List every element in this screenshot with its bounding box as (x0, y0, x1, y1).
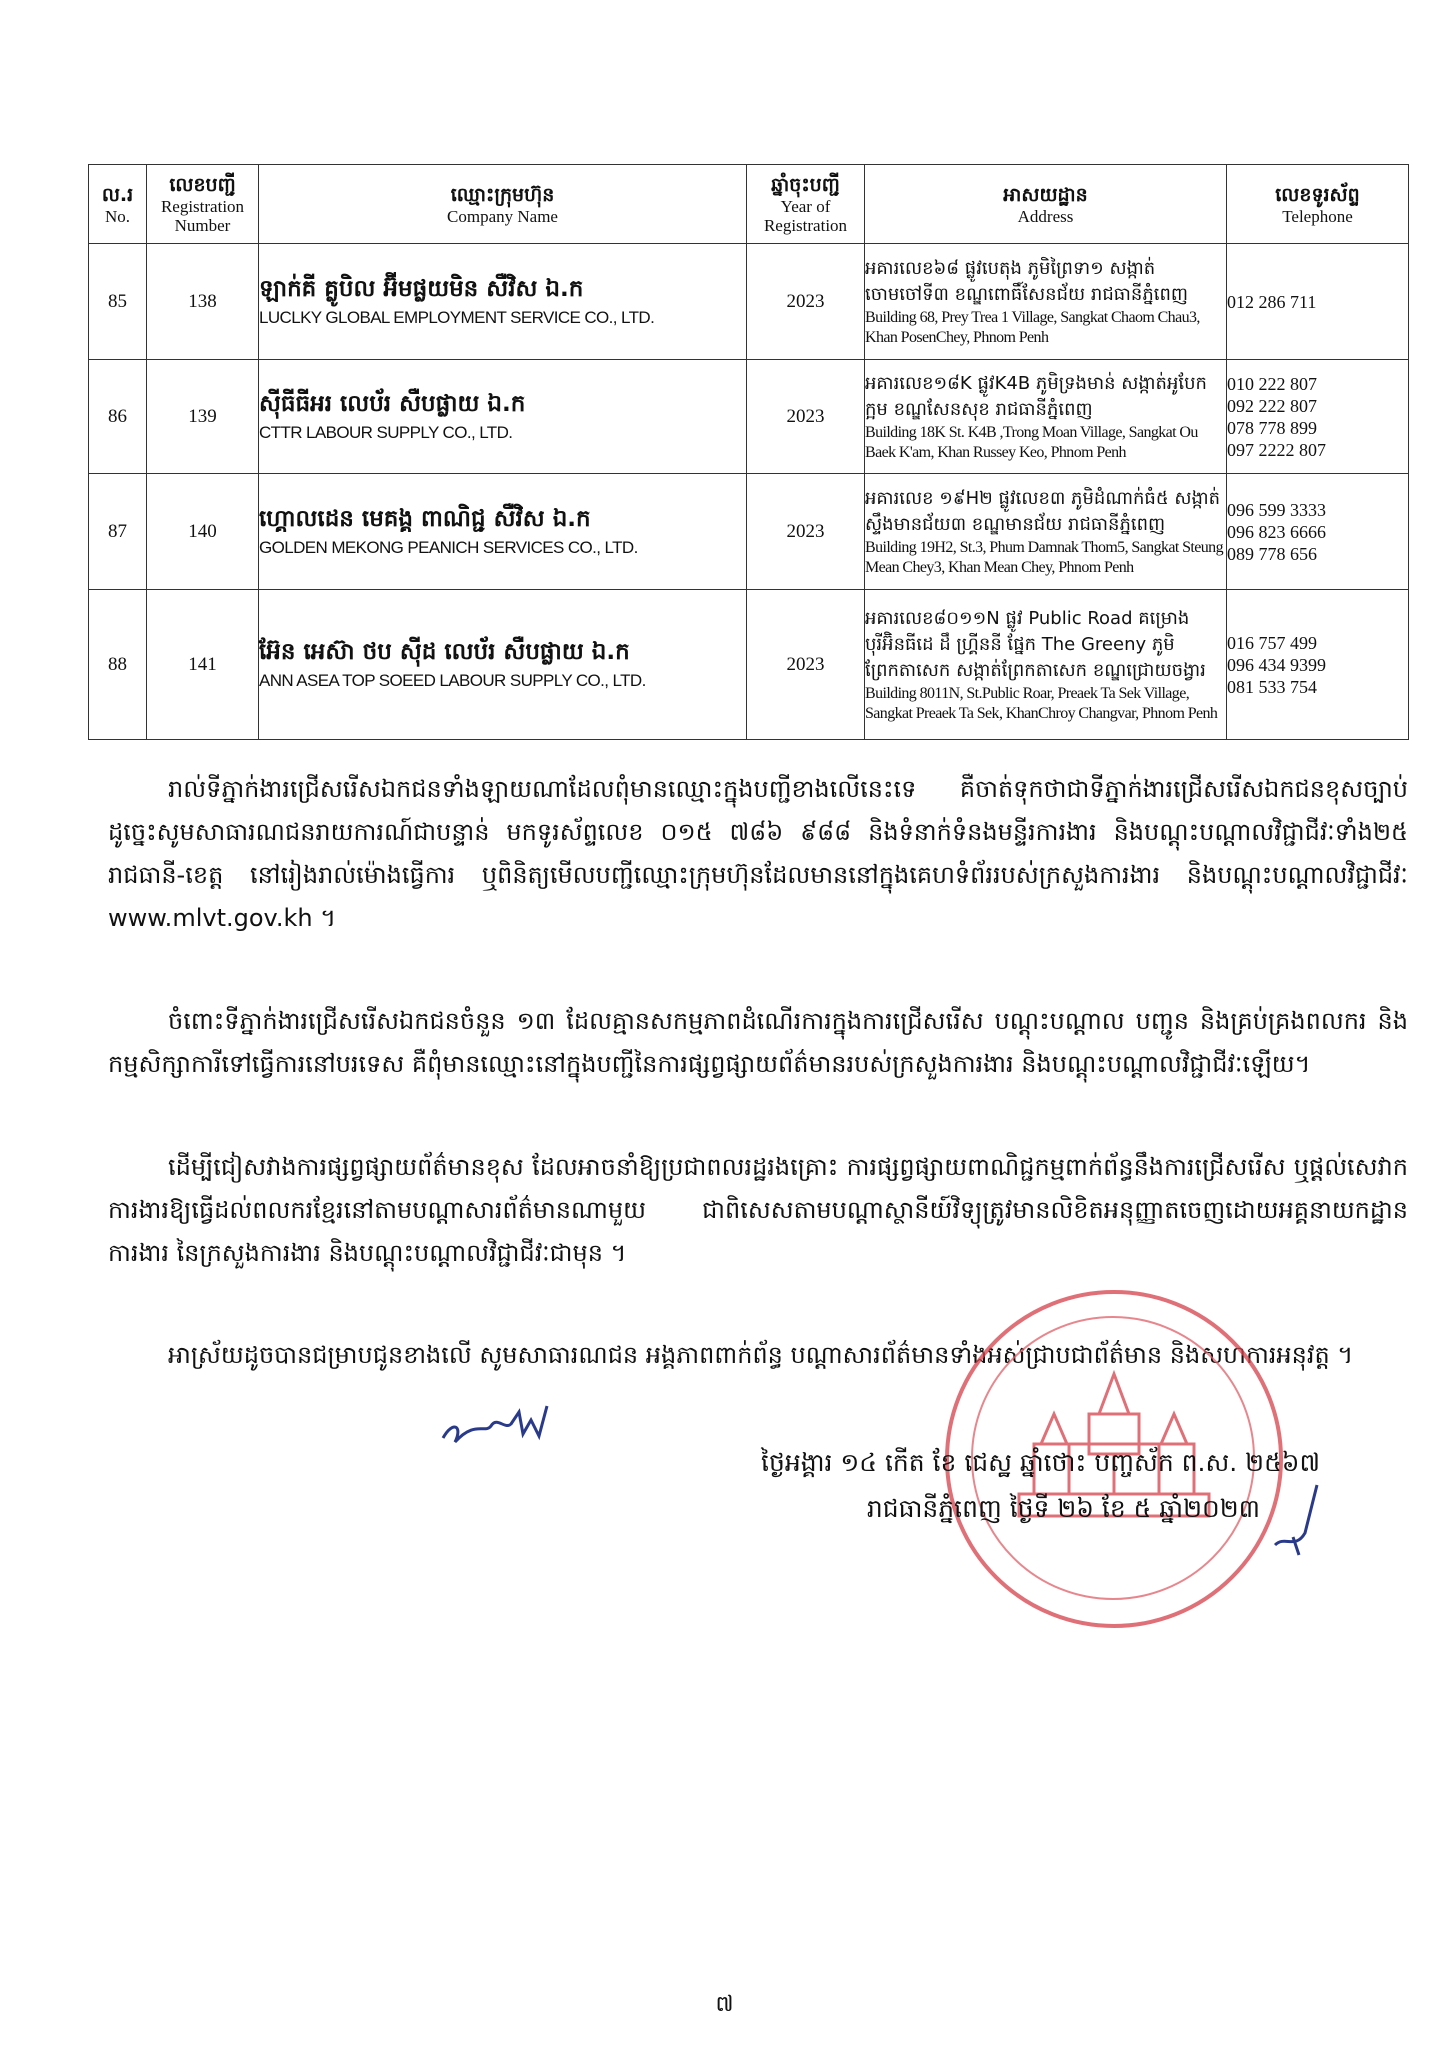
row-year: 2023 (747, 360, 865, 474)
row-year: 2023 (747, 590, 865, 740)
row-address (865, 590, 1227, 740)
row-telephone (1227, 244, 1409, 360)
row-reg: 138 (147, 244, 259, 360)
address-km: អគារលេខ ១៩H២ ផ្លូវលេខ៣ ភូមិដំណាក់ធំ៥ សង្កាត់ស្ទឹងមានជ័យ៣ ខណ្ឌមានជ័យ រាជធានីភ្នំពេញ (865, 487, 1221, 535)
phone-number: 081 533 754 (1227, 676, 1317, 697)
address-en: Building 18K St. K4B ,Trong Moan Village, Sangkat Ou Baek K'am, Khan Russey Keo, Phnom Penh (865, 423, 1198, 461)
company-name-en: ANN ASEA TOP SOEED LABOUR SUPPLY CO., LTD. (259, 670, 646, 690)
row-company (259, 244, 747, 360)
header-registration-number: លេខបញ្ជី Registration Number (147, 165, 259, 244)
lunar-date: ថ្ងៃអង្គារ ១៤ កើត ខែ ជេស្ឋ ឆ្នាំថោះ បញ្ចស័ក ព.ស. ២៥៦៧ (761, 1448, 1320, 1477)
row-no: 85 (89, 244, 147, 360)
phone-number: 092 222 807 (1227, 395, 1317, 416)
row-reg: 139 (147, 360, 259, 474)
paragraph-closing: អាស្រ័យដូចបានជម្រាបជូនខាងលើ សូមសាធារណជន អង្គភាពពាក់ព័ន្ធ បណ្តាសារព័ត៌មានទាំងអស់ជ្រាបជាព័ត៌មាន និងសហការអនុវត្ត ។ (168, 1341, 1354, 1369)
registration-table (88, 164, 1409, 740)
phone-number: 012 286 711 (1227, 291, 1317, 312)
row-address (865, 244, 1227, 360)
address-en: Building 68, Prey Trea 1 Village, Sangkat Chaom Chau3, Khan PosenChey, Phnom Penh (865, 308, 1200, 346)
date-block (560, 1440, 1420, 1532)
initials-mark (435, 1390, 555, 1460)
address-km: អគារលេខ៦៨ ផ្លូវបេតុង ភូមិព្រៃទា១ សង្កាត់ចោមចៅទី៣ ខណ្ឌពោធិ៍សែនជ័យ រាជធានីភ្នំពេញ (865, 257, 1189, 305)
company-name-en: LUCLKY GLOBAL EMPLOYMENT SERVICE CO., LTD. (259, 307, 655, 327)
phone-number: 096 599 3333 (1227, 499, 1326, 520)
row-address (865, 474, 1227, 590)
row-year: 2023 (747, 474, 865, 590)
phone-number: 010 222 807 (1227, 373, 1317, 394)
address-en: Building 8011N, St.Public Roar, Preaek Ta Sek Village, Sangkat Preaek Ta Sek, KhanChroy Changvar, Phnom Penh (865, 684, 1218, 722)
address-en: Building 19H2, St.3, Phum Damnak Thom5, Sangkat Steung Mean Chey3, Khan Mean Chey, Phnom Penh (865, 538, 1223, 576)
row-no: 86 (89, 360, 147, 474)
company-name-en: CTTR LABOUR SUPPLY CO., LTD. (259, 422, 513, 442)
row-company (259, 590, 747, 740)
row-telephone (1227, 474, 1409, 590)
phone-number: 096 434 9399 (1227, 654, 1326, 675)
table-row (89, 360, 1409, 474)
company-name-km: ហ្គោលដេន មេគង្គ ពាណិជ្ជ សឺវិស ឯ.ក (259, 505, 591, 532)
company-name-km: អ៊ែន អេស៊ា ថប ស៊ីដ លេប័រ សឺបផ្លាយ ឯ.ក (259, 638, 630, 665)
company-name-km: ឡាក់គី គ្លូបិល អ៊ីមផ្លយមិន សឺវិស ឯ.ក (259, 275, 584, 302)
row-no: 87 (89, 474, 147, 590)
page-number: ៧ (715, 1992, 734, 2017)
phone-number: 089 778 656 (1227, 543, 1317, 564)
table-row (89, 474, 1409, 590)
row-reg: 141 (147, 590, 259, 740)
row-telephone (1227, 360, 1409, 474)
header-telephone: លេខទូរស័ព្ទ Telephone (1227, 165, 1409, 244)
phone-number: 078 778 899 (1227, 417, 1317, 438)
row-address (865, 360, 1227, 474)
phone-number: 096 823 6666 (1227, 521, 1326, 542)
row-company (259, 360, 747, 474)
row-year: 2023 (747, 244, 865, 360)
header-company-name: ឈ្មោះក្រុមហ៊ុន Company Name (259, 165, 747, 244)
phone-number: 016 757 499 (1227, 632, 1317, 653)
row-telephone (1227, 590, 1409, 740)
company-name-en: GOLDEN MEKONG PEANICH SERVICES CO., LTD. (259, 537, 638, 557)
paragraph-inactive-agencies: ចំពោះទីភ្នាក់ងារជ្រើសរើសឯកជនចំនួន ១៣ ដែលគ្មានសកម្មភាពដំណើរការក្នុងការជ្រើសរើស បណ្តុះបណ្តាល បញ្ជូន និងគ្រប់គ្រងពលករ និងកម្មសិក្សាការីទៅធ្វើការនៅបរទេស គឺពុំមានឈ្មោះនៅក្នុងបញ្ជីនៃការផ្សព្វផ្សាយព័ត៌មានរបស់ក្រសួងការងារ និងបណ្តុះបណ្តាលវិជ្ជាជីវៈឡើយ។ (108, 1007, 1408, 1078)
paragraph-advertising-permit: ដើម្បីជៀសវាងការផ្សព្វផ្សាយព័ត៌មានខុស ដែលអាចនាំឱ្យប្រជាពលរដ្ឋរងគ្រោះ ការផ្សព្វផ្សាយពាណិជ្ជកម្មពាក់ព័ន្ធនឹងការជ្រើសរើស ឬផ្តល់សេវាកការងារឱ្យធ្វើដល់ពលករខ្មែរនៅតាមបណ្តាសារព័ត៌មានណាមួយ ជាពិសេសតាមបណ្តាស្ថានីយ៍វិទ្យុត្រូវមានលិខិតអនុញ្ញាតចេញដោយអគ្គនាយកដ្ឋានការងារ នៃក្រសួងការងារ និងបណ្តុះបណ្តាលវិជ្ជាជីវៈជាមុន ។ (108, 1153, 1408, 1267)
table-header-row (89, 165, 1409, 244)
header-no: ល.រ No. (89, 165, 147, 244)
header-year: ឆ្នាំចុះបញ្ជី Year of Registration (747, 165, 865, 244)
row-no: 88 (89, 590, 147, 740)
phone-number: 097 2222 807 (1227, 439, 1326, 460)
gregorian-date: រាជធានីភ្នំពេញ ថ្ងៃទី ២៦ ខែ ៥ ឆ្នាំ២០២៣ (866, 1494, 1260, 1523)
table-row (89, 244, 1409, 360)
row-company (259, 474, 747, 590)
table-row (89, 590, 1409, 740)
header-address: អាសយដ្ឋាន Address (865, 165, 1227, 244)
row-reg: 140 (147, 474, 259, 590)
address-km: អគារលេខ៨០១១N ផ្លូវ Public Road គម្រោងបុរីអ៊ិនធីដេ ដឹ ហ្គ្រីននី ផ្នែក The Greeny ភូមិព្រែកតាសេក សង្កាត់ព្រែកតាសេក ខណ្ឌជ្រោយចង្វារ (865, 607, 1206, 681)
address-km: អគារលេខ១៨K ផ្លូវK4B ភូមិទ្រងមាន់ សង្កាត់អូបែកក្អម ខណ្ឌសែនសុខ រាជធានីភ្នំពេញ (865, 372, 1207, 420)
company-name-km: ស៊ីធីធីអរ លេប័រ សឺបផ្លាយ ឯ.ក (259, 390, 526, 417)
paragraph-illegal-agencies: រាល់ទីភ្នាក់ងារជ្រើសរើសឯកជនទាំងឡាយណាដែលពុំមានឈ្មោះក្នុងបញ្ជីខាងលើនេះទេ គឺចាត់ទុកថាជាទីភ្នាក់ងារជ្រើសរើសឯកជនខុសច្បាប់ ដូច្នេះសូមសាធារណជនរាយការណ៍ជាបន្ទាន់ មកទូរស័ព្ទលេខ ០១៥ ៧៨៦ ៩៨៨ និងទំនាក់ទំនងមន្ទីរការងារ និងបណ្តុះបណ្តាលវិជ្ជាជីវៈទាំង២៥ រាជធានី-ខេត្ត នៅរៀងរាល់ម៉ោងធ្វើការ ឬពិនិត្យមើលបញ្ជីឈ្មោះក្រុមហ៊ុនដែលមាននៅក្នុងគេហទំព័ររបស់ក្រសួងការងារ និងបណ្តុះបណ្តាលវិជ្ជាជីវៈ www.mlvt.gov.kh ។ (108, 775, 1408, 932)
